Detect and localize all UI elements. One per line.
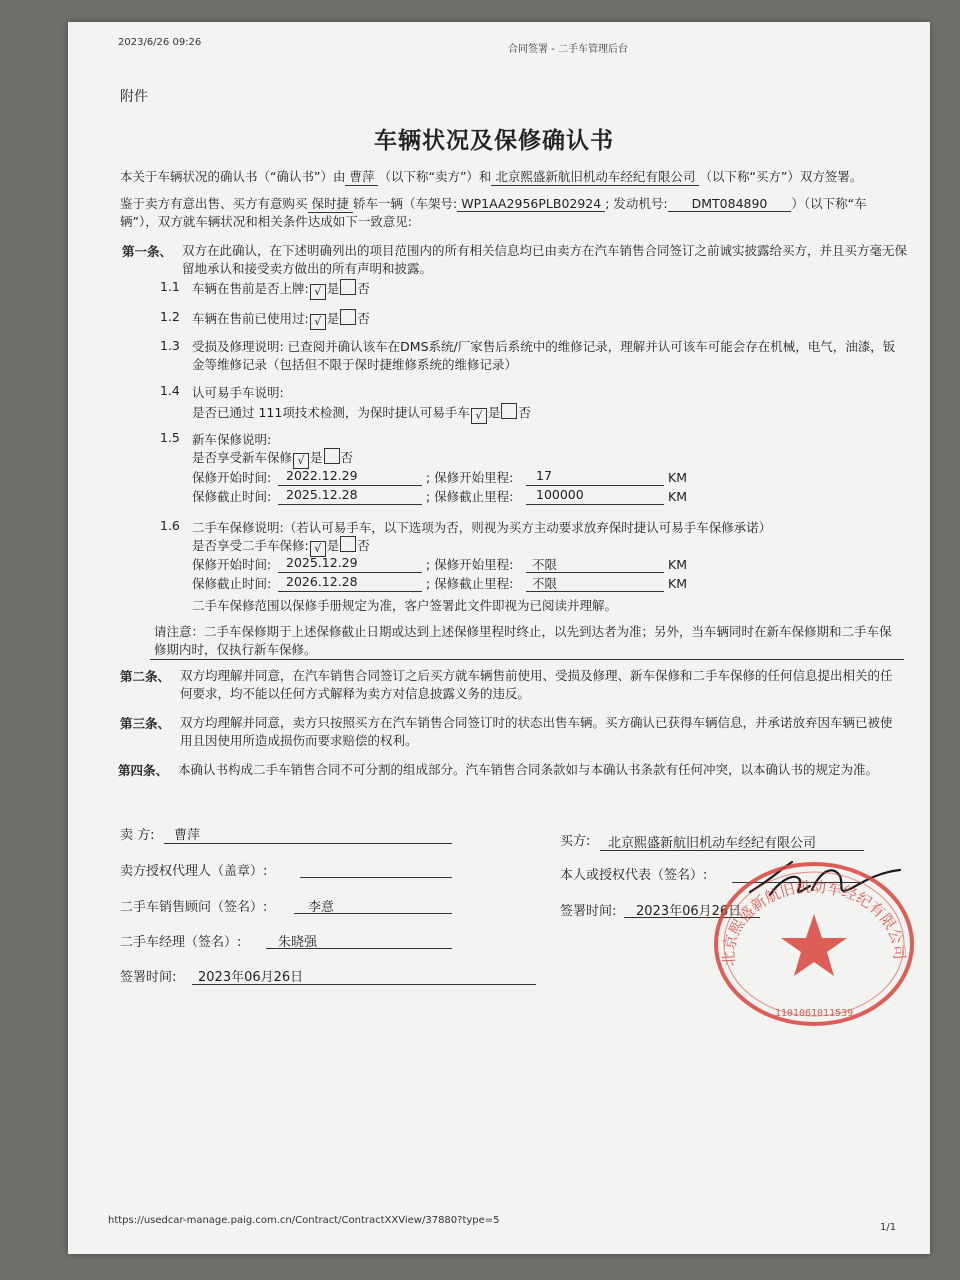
used-warranty-end-mileage: 不限: [532, 576, 558, 591]
article-4-label: 第四条、: [118, 763, 169, 778]
attachment-label: 附件: [120, 89, 148, 105]
field-underline: [278, 485, 422, 486]
buyer-label: 买方:: [560, 834, 591, 849]
seller-sign-date: 2023年06月26日: [198, 970, 304, 985]
article-2-label: 第二条、: [120, 669, 171, 684]
vin-number: WP1AA2956PLB02924: [457, 196, 605, 212]
used-warranty-start-label: 保修开始时间:: [192, 557, 272, 572]
km-unit: KM: [668, 557, 687, 572]
checkbox-unchecked[interactable]: [324, 448, 340, 464]
seller-date-label: 签署时间:: [120, 970, 177, 985]
seller-name: 曹萍: [345, 167, 378, 186]
new-car-warranty-question: 是否享受新车保修 √ 是 否: [192, 450, 354, 467]
checkbox-checked[interactable]: √: [293, 453, 309, 469]
warranty-start-mileage-label: ; 保修开始里程:: [426, 470, 514, 485]
used-warranty-start-date: 2025.12.29: [286, 555, 358, 570]
used-warranty-start-mileage: 不限: [532, 557, 558, 572]
article-1-label: 第一条、: [122, 244, 173, 259]
article-1-text: 双方在此确认，在下述明确列出的项目范围内的所有相关信息均已由卖方在汽车销售合同签订之前诚实披露给买方，并且买方毫无保留地承认和接受卖方做出的所有声明和披露。: [182, 243, 908, 276]
used-warranty-end-date: 2026.12.28: [286, 574, 358, 589]
checkbox-checked[interactable]: √: [310, 314, 326, 330]
print-footer-url: https://usedcar-manage.paig.com.cn/Contract/ContractXXView/37880?type=5: [108, 1215, 500, 1226]
checkbox-unchecked[interactable]: [501, 403, 517, 419]
signature-underline: [300, 877, 452, 878]
section-1-1: 车辆在售前是否上牌: √ 是 否: [192, 281, 370, 298]
warranty-end-date: 2025.12.28: [286, 487, 358, 502]
field-underline: [526, 485, 664, 486]
section-1-4-label: 认可易手车说明:: [192, 385, 284, 400]
section-1-6-header: 二手车保修说明:（若认可易手车，以下选项为否，则视为买方主动要求放弃保时捷认可易手车保修承诺）: [192, 520, 772, 535]
article-3-label: 第三条、: [120, 716, 171, 731]
field-underline: [278, 572, 422, 573]
signature-underline: [294, 913, 452, 914]
vehicle-line-2: 辆”），双方就车辆状况和相关条件达成如下一致意见:: [120, 214, 412, 229]
km-unit: KM: [668, 576, 687, 591]
buyer-company: 北京熙盛新航旧机动车经纪有限公司: [608, 836, 817, 851]
warranty-end-label: 保修截止时间:: [192, 489, 272, 504]
section-1-3-text: 受损及修理说明: 已查阅并确认该车在DMS系统/厂家售后系统中的维修记录，理解并认可该车可能会存在机械，电气，油漆，钣金等维修记录（包括但不限于保时捷维修系统的维修记录）: [192, 339, 896, 372]
intro-line: 本关于车辆状况的确认书（“确认书”）由 曹萍 （以下称“卖方”）和 北京熙盛新航旧机动车经纪有限公司 （以下称“买方”）双方签署。: [120, 169, 863, 184]
company-seal-icon: [708, 856, 920, 1032]
field-underline: [526, 504, 664, 505]
section-1-1-number: 1.1: [160, 279, 180, 294]
warranty-end-mileage-label: ; 保修截止里程:: [426, 489, 514, 504]
article-2-text: 双方均理解并同意，在汽车销售合同签订之后买方就车辆售前使用、受损及修理、新车保修和二手车保修的任何信息提出相关的任何要求，均不能以任何方式解释为卖方对信息披露义务的违反。: [180, 668, 893, 701]
field-underline: [526, 591, 664, 592]
seal-company-text: 北京熙盛新航旧机动车经纪有限公司: [719, 877, 909, 967]
buyer-rep-label: 本人或授权代表（签名）:: [560, 868, 708, 883]
signature-underline: [164, 843, 452, 844]
field-underline: [526, 572, 664, 573]
section-1-5-label: 新车保修说明:: [192, 432, 272, 447]
used-warranty-start-mileage-label: ; 保修开始里程:: [426, 557, 514, 572]
seller-label: 卖 方:: [120, 828, 155, 843]
section-1-6-number: 1.6: [160, 518, 180, 533]
vehicle-brand: 保时捷: [308, 194, 354, 213]
checkbox-checked[interactable]: √: [310, 541, 326, 557]
seller-agent-label: 卖方授权代理人（盖章）:: [120, 864, 268, 879]
page-number: 1/1: [880, 1222, 897, 1233]
checkbox-checked[interactable]: √: [310, 284, 326, 300]
seal-code: 1101061011539: [774, 1008, 854, 1019]
article-4-text: 本确认书构成二手车销售合同不可分割的组成部分。汽车销售合同条款如与本确认书条款有任何冲突，以本确认书的规定为准。: [178, 762, 879, 777]
seller-signature-name: 曹萍: [174, 828, 201, 843]
checkbox-checked[interactable]: √: [471, 408, 487, 424]
print-datetime: 2023/6/26 09:26: [118, 37, 202, 48]
warranty-notice: 请注意：二手车保修期于上述保修截止日期或达到上述保修里程时终止，以先到达者为准；另外，当车辆同时在新车保修期和二手车保修期内时，仅执行新车保修。: [150, 623, 904, 660]
section-1-4: 是否已通过 111项技术检测，为保时捷认可易手车 √ 是 否: [192, 405, 531, 422]
field-underline: [278, 504, 422, 505]
checkbox-unchecked[interactable]: [340, 279, 356, 295]
section-1-3-number: 1.3: [160, 338, 180, 353]
used-warranty-end-mileage-label: ; 保修截止里程:: [426, 576, 514, 591]
section-1-5-number: 1.5: [160, 430, 180, 445]
engine-number: DMT084890: [668, 196, 792, 212]
document-title: 车辆状况及保修确认书: [374, 128, 614, 154]
signature-underline: [192, 984, 536, 985]
buyer-sign-date: 2023年06月26日: [636, 904, 742, 919]
section-1-4-number: 1.4: [160, 383, 180, 398]
buyer-date-label: 签署时间:: [560, 904, 617, 919]
used-warranty-end-label: 保修截止时间:: [192, 576, 272, 591]
km-unit: KM: [668, 470, 687, 485]
print-header-title: 合同签署 - 二手车管理后台: [508, 44, 628, 55]
manager-name: 朱晓强: [278, 935, 318, 950]
sales-advisor-name: 李意: [308, 900, 335, 915]
warranty-start-label: 保修开始时间:: [192, 470, 272, 485]
vehicle-line: 鉴于卖方有意出售、买方有意购买 保时捷 轿车一辆（车架号: WP1AA2956PLB02924 ; 发动机号: DMT084890 ）（以下称“车: [120, 196, 867, 211]
section-1-2: 车辆在售前已使用过: √ 是 否: [192, 311, 370, 328]
buyer-name: 北京熙盛新航旧机动车经纪有限公司: [491, 167, 699, 186]
document-page: [68, 22, 930, 1254]
warranty-end-mileage: 100000: [536, 487, 584, 502]
manager-label: 二手车经理（签名）:: [120, 935, 242, 950]
sales-advisor-label: 二手车销售顾问（签名）:: [120, 900, 268, 915]
section-1-2-number: 1.2: [160, 309, 180, 324]
article-3-text: 双方均理解并同意，卖方只按照买方在汽车销售合同签订时的状态出售车辆。买方确认已获得车辆信息，并承诺放弃因车辆已被使用且因使用所造成损伤而要求赔偿的权利。: [180, 715, 893, 748]
used-warranty-scope: 二手车保修范围以保修手册规定为准，客户签署此文件即视为已阅读并理解。: [192, 598, 618, 613]
signature-underline: [266, 948, 452, 949]
checkbox-unchecked[interactable]: [340, 309, 356, 325]
checkbox-unchecked[interactable]: [340, 536, 356, 552]
km-unit: KM: [668, 489, 687, 504]
warranty-start-mileage: 17: [536, 468, 552, 483]
used-car-warranty-question: 是否享受二手车保修: √ 是 否: [192, 538, 370, 555]
field-underline: [278, 591, 422, 592]
warranty-start-date: 2022.12.29: [286, 468, 358, 483]
